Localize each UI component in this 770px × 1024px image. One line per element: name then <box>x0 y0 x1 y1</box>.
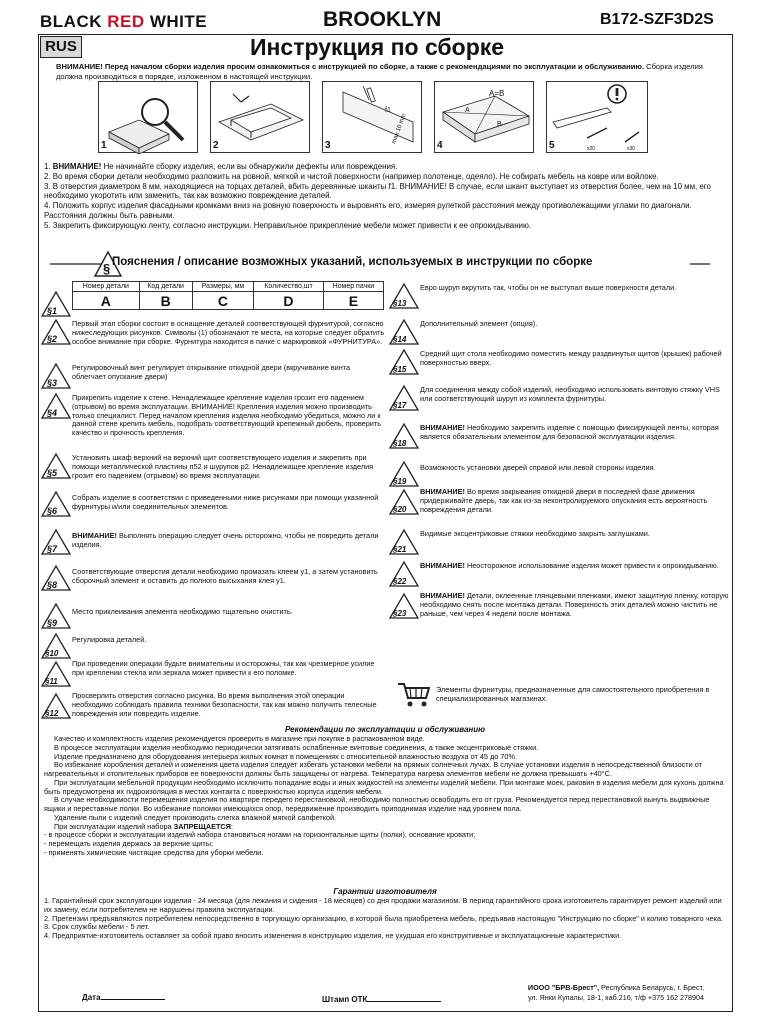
legend-header: Размеры, мм <box>192 282 254 292</box>
svg-text:§19: §19 <box>393 477 407 486</box>
label-x20: x20 <box>587 146 596 152</box>
legend-header: Код детали <box>139 282 192 292</box>
page-title: Инструкция по сборке <box>250 34 505 60</box>
badge-icon <box>40 632 72 660</box>
picture-1 <box>98 81 198 153</box>
legend-header: Количество,шт <box>254 282 324 292</box>
shopping-cart-icon <box>396 680 430 708</box>
badge-icon <box>40 692 72 720</box>
intro-warning <box>56 62 716 81</box>
warranty-text: 1. Гарантийный срок эксплуатации изделия - 24 месяца (для лежания и сидения - 18 месяцев) со дня продажи магазином. В период гарантийного срока изготовитель гарантирует ремонт изделий или их замену, если потребителем не нарушены правила эксплуатации. 2. Претензии предъявляются потребителем непосредственно в торгующую организацию, в которой была приобретена мебель, предъявив настоящую "Инструкцию по сборке" и копию товарного чека. 3. Срок службы мебели - 5 лет. 4. Предприятие-изготовитель оставляет за собой право вносить изменения в конструкцию изделия, не ухудшая его конструктивные и эксплуатационные характеристики. <box>44 896 724 940</box>
legend-letter: E <box>323 292 383 310</box>
svg-text:§14: §14 <box>393 335 407 344</box>
badge-s1-icon <box>40 290 72 318</box>
step-1: 1. ВНИМАНИЕ! Не начинайте сборку изделия, если вы обнаружили дефекты или повреждения. <box>44 162 398 171</box>
fixing-strap-icon <box>547 82 649 154</box>
label-max-mm: max 10 mm <box>391 113 408 145</box>
legend-letter: A <box>73 292 140 310</box>
badge-icon <box>40 392 72 420</box>
legend-letter: C <box>192 292 254 310</box>
company-info: ИООО "БРВ-Брест", Республика Беларусь, г. Брест, ул. Янки Купалы, 18-1, каб.216, т/ф +375 162 278904 <box>527 983 705 1002</box>
legend-header: Номер детали <box>73 282 140 292</box>
label-b: B <box>497 121 502 128</box>
brand-black-1: BLACK <box>40 12 108 31</box>
label-ab: A=B <box>489 89 505 98</box>
label-f1: f1 <box>385 107 391 114</box>
section-badge: § <box>103 261 111 276</box>
picture-number: 5 <box>549 140 555 151</box>
assembly-steps <box>44 162 728 231</box>
svg-text:§13: §13 <box>393 299 407 308</box>
svg-text:§5: §5 <box>47 468 58 478</box>
svg-text:§3: §3 <box>47 378 58 388</box>
svg-text:§2: §2 <box>47 334 58 344</box>
label-a: A <box>465 107 470 114</box>
badge-icon <box>40 528 72 556</box>
recommendations-text: Качество и комплектность изделия рекомендуется проверить в магазине при покупке в распакованном виде. В процессе эксплуатации изделия необходимо периодически затягивать ослабленные винтовые соединения, а также эксцентриковые стяжки. Изделие предназначено для оборудования интерьера жилых комнат в помещениях с относительной влажностью воздуха от 45 до 70%. Во избежание коробления деталей и изменения цвета изделия следует избегать установки мебели на прямых солнечных лучах. В случае установки изделия в непосредственной близости от нагревательных и отопительных приборов ее поверхности должны быть защищены от нагрева. Температура нагрева элементов мебели не должна превышать +40°С. При эксплуатации мебельной продукции необходимо исключить попадание воды и иных жидкостей на элементы изделий мебели. При монтаже моек, раковин в изделия мебели для кухонь должна быть предусмотрена их гидроизоляция в местах контакта с поверхностью корпуса изделия мебели. В случае необходимости перемещения изделия по квартире передего перестановкой, необходимо полностью освободить его от груза. Рекомендуется перед перестановкой вынуть выдвижные ящики и переставные полки. Во избежание поломки имеющихся опор, передвижение производить приподнимая изделие над уровнем пола. Удаление пыли с изделий следует производить слегка влажной мягкой салфеткой. При эксплуатации изделий набора ЗАПРЕЩАЕТСЯ: - в процессе сборки и эксплуатации изделий набора становиться ногами на горизонтальные щиты (полки), основание кровати; - перемещать изделия держась за верхние щиты; - применять химические чистящие средства для уборки мебели. <box>44 734 724 857</box>
date-field: Дата <box>82 993 165 1002</box>
svg-text:§4: §4 <box>47 408 58 418</box>
soft-surface-icon <box>211 82 311 154</box>
picture-2 <box>210 81 310 153</box>
legend-table <box>72 281 384 310</box>
badge-icon <box>40 362 72 390</box>
dowel-insert-icon <box>323 82 423 154</box>
legend-letter: B <box>139 292 192 310</box>
svg-text:§6: §6 <box>47 506 58 516</box>
step-5: 5. Закрепить фиксирующую ленту, согласно инструкции. Неправильное прикрепление мебели может привести к ее опрокидыванию. <box>44 220 532 230</box>
svg-text:§18: §18 <box>393 439 407 448</box>
svg-text:§15: §15 <box>393 365 407 374</box>
legend-letter: D <box>254 292 324 310</box>
badge-icon <box>40 452 72 480</box>
left-notes: §2 Первый этап сборки состоит в оснащение деталей соответствующей фурнитурой, согласно нижеследующих рисунков. Символы (1) обозначают те места, на которые следует обратить особое внимание при сборке. Фурнитура находится в пачке с маркировкой «ФУРНИТУРА». §3 Регулировочный винт регулирует открывание откидной двери (вкручивание винта облегчает опускание двери) §4 Прикрепить изделие к стене. Ненадлежащее крепление изделия грозит его падением (отрывом) во время эксплуатации. ВНИМАНИЕ! Крепления изделия можно производить только специалист. Перед началом крепления изделия необходимо убедиться, можно ли к данной стене крепить мебель, подобрать соответствующий крепежный дюбель, проверить качество и прочность крепления. §5 Установить шкаф верхний на верхний щит соответствующего изделия и закрепить при помощи металлической пластины п52 и шурупов р2. Ненадлежащее крепление изделия грозит его падением (отрывом) во время эксплуатации. §6 Собрать изделие в соответствии с приведенными ниже рисунками при помощи указанной фурнитуры и/или соединительных элементов. §7 ВНИМАНИЕ! Выполнять операцию следует очень осторожно, чтобы не повредить детали изделия. §8 Соответствующие отверстия детали необходимо промазать клеем у1, а затем установить сборочный элемент и оставить до полного высыхания клея у1. §9 Место приклеивания элемента необходимо тщательно очистить. §10 Регулировка деталей. §11 При проведении операции будьте внимательны и осторожны, так как чрезмерное усилие при креплении стекла или зеркала может привести к его поломке. §12 Просверлить отверстия согласно рисунка. Во время выполнения этой операции необходимо соблюдать правила техники безопасности, так как можно получить телесные повреждения или повредить изделие. <box>40 318 385 723</box>
badge-icon <box>40 564 72 592</box>
picture-number: 4 <box>437 140 443 151</box>
svg-text:§17: §17 <box>393 401 407 410</box>
svg-text:§11: §11 <box>45 677 58 686</box>
magnifier-inspection-icon <box>99 82 199 154</box>
section-title: Пояснения / описание возможных указаний, используемых в инструкции по сборке <box>112 256 593 268</box>
model-name: BROOKLYN <box>323 8 442 31</box>
intro-bold: ВНИМАНИЕ! Перед началом сборки изделия просим ознакомиться с инструкцией по сборке, а также с рекомендациями по эксплуатации и обслуживанию. <box>56 62 644 71</box>
badge-icon <box>40 490 72 518</box>
step-4: 4. Положить корпус изделия фасадными кромками вниз на ровную поверхность и выровнять его, измеряя рулеткой расстояния между противолежащими углами по диагонали. Расстояния должны быть равными. <box>44 201 692 220</box>
picture-5 <box>546 81 648 153</box>
picture-number: 1 <box>101 140 107 151</box>
language-badge: RUS <box>40 36 82 58</box>
step-2: 2. Во время сборки детали необходимо разложить на ровной, мягкой и чистой поверхности (например полотенце, одеяло). Не собирать мебель на ковре или войлоке. <box>44 171 659 181</box>
intro-rest: Сборка изделия должна производиться в порядке, изложенном в настоящей инструкции. <box>56 62 703 81</box>
recommendations-title: Рекомендации по эксплуатации и обслуживанию <box>284 725 486 734</box>
brand-logo <box>40 12 207 32</box>
svg-text:§7: §7 <box>47 544 58 554</box>
svg-text:§10: §10 <box>45 649 59 658</box>
badge-icon <box>40 318 72 346</box>
legend-header: Номер пачки <box>323 282 383 292</box>
right-notes: §13 Евро шуруп вкрутить так, чтобы он не выступал выше поверхности детали. §14 Дополнительный элемент (опция). §15 Средний щит стола необходимо поместить между раздвинутых щитов (крышек) рабочей поверхностью вверх. §17 Для соединения между собой изделий, необходимо использовать винтовую стяжку VHS или соответствующий шуруп из комплекта фурнитуры. §18 ВНИМАНИЕ! Необходимо закрепить изделие с помощью фиксирующей ленты, которая является обязательным элементом для безопасной эксплуатации изделия. §19 Возможность установки дверей справой или левой стороны изделия. §20 ВНИМАНИЕ! Во время закрывания откидной двери в последней фазе движения придерживайте дверь, так как из-за неконтролируемого опускания есть вероятность повреждения детали. §21 Видимые эксцентриковые стяжки необходимо закрыть заглушками. §22 ВНИМАНИЕ! Неосторожное использование изделия может привести к опрокидыванию. §23 ВНИМАНИЕ! Детали, оклеенные глянцевыми пленками, имеют защитную пленку, которую необходимо снять после монтажа детали. Поверхность этих деталей можно чистить не раньше, чем через 4 недели после монтажа. Элементы фурнитуры, предназначенные для самостоятельного приобретения в специализированных магазинах. <box>388 278 730 723</box>
stamp-field: Штамп ОТК <box>322 995 441 1004</box>
brand-black-2: WHITE <box>144 12 208 31</box>
svg-text:§8: §8 <box>47 580 58 590</box>
svg-text:§12: §12 <box>45 709 59 718</box>
instruction-pictures <box>98 81 658 155</box>
label-x30: x30 <box>627 146 636 152</box>
svg-text:§20: §20 <box>393 505 407 514</box>
svg-text:§22: §22 <box>393 577 407 586</box>
brand-red: RED <box>107 12 145 31</box>
svg-text:§23: §23 <box>393 609 407 618</box>
warranty-title: Гарантии изготовителя <box>333 887 437 896</box>
step-3: 3. В отверстия диаметром 8 мм, находящиеся на торцах деталей, вбить деревянные шканты f1. ВНИМАНИЕ! В случае, если шкант выступает из отверстия более, чем на 10 мм, его необходимо укоротить или заменить, так как возможно повреждение деталей. <box>44 181 711 201</box>
svg-text:§21: §21 <box>393 545 407 554</box>
svg-text:§1: §1 <box>47 306 58 316</box>
picture-number: 2 <box>213 140 219 151</box>
product-code: B172-SZF3D2S <box>600 11 714 28</box>
picture-3 <box>322 81 422 153</box>
svg-text:§9: §9 <box>47 618 58 628</box>
diagonal-measure-icon <box>435 82 535 154</box>
picture-number: 3 <box>325 140 331 151</box>
badge-icon <box>40 602 72 630</box>
picture-4 <box>434 81 534 153</box>
badge-icon <box>40 660 72 688</box>
